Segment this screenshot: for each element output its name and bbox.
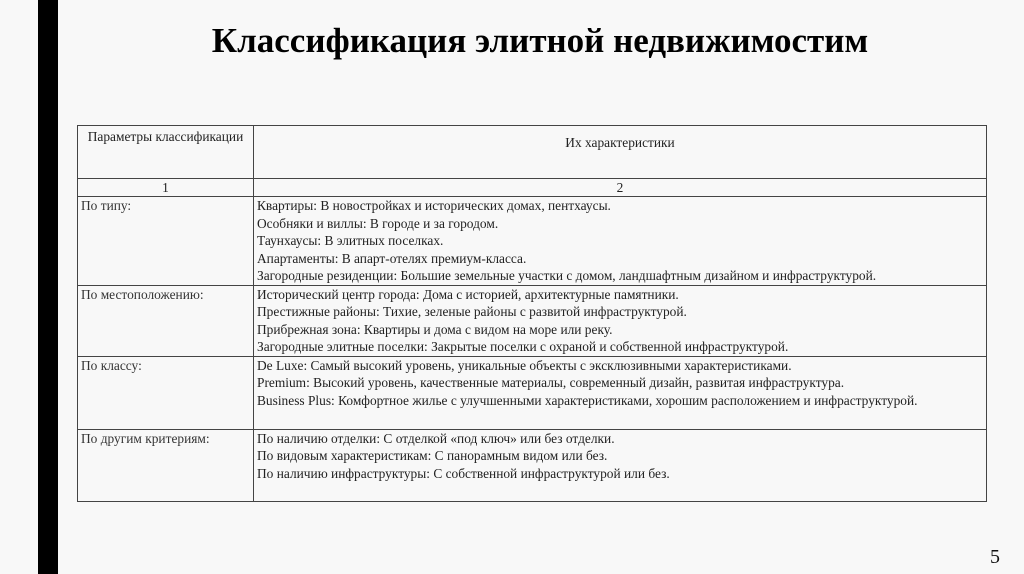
table-row <box>78 356 987 429</box>
characteristic-line: По наличию отделки: С отделкой «под ключ» или без отделки. <box>257 430 615 446</box>
page-number: 5 <box>990 546 1000 568</box>
table-row <box>78 197 987 286</box>
characteristic-line <box>257 357 983 375</box>
characteristic-line <box>257 374 983 392</box>
characteristic-line: Загородные элитные поселки: Закрытые поселки с охраной и собственной инфраструктурой. <box>257 339 789 354</box>
class-key: De Luxe: <box>257 357 308 373</box>
characteristic-line: Апартаменты: В апарт-отелях премиум-класса. <box>257 250 527 266</box>
characteristic-line: Квартиры: В новостройках и исторических домах, пентхаусы. <box>257 198 611 213</box>
slide-title: Классификация элитной недвижимостим <box>211 21 869 60</box>
row-param-type: По типу: <box>78 197 254 286</box>
class-text: Самый высокий уровень, уникальные объекты с эксклюзивными характеристиками. <box>307 357 792 373</box>
row-param-other: По другим критериям: <box>78 429 254 501</box>
row-characteristics-class <box>254 356 987 429</box>
decorative-side-bar <box>38 0 58 574</box>
characteristic-line: Прибрежная зона: Квартиры и дома с видом на море или реку. <box>257 321 613 337</box>
row-param-class: По классу: <box>78 356 254 429</box>
class-text: Комфортное жилье с улучшенными характеристиками, хорошим расположением и инфраструктурой. <box>334 392 918 408</box>
characteristic-line: Особняки и виллы: В городе и за городом. <box>257 215 499 231</box>
characteristic-line: По видовым характеристикам: С панорамным видом или без. <box>257 448 608 463</box>
column-number-1: 1 <box>78 179 254 197</box>
characteristic-line: По наличию инфраструктуры: С собственной инфраструктурой или без. <box>257 465 670 481</box>
table-row <box>78 285 987 356</box>
header-parameters: Параметры классификации <box>78 126 254 179</box>
characteristic-line: Исторический центр города: Дома с историей, архитектурные памятники. <box>257 286 679 302</box>
characteristic-line <box>257 392 983 410</box>
classification-table <box>77 125 987 502</box>
characteristic-line: Престижные районы: Тихие, зеленые районы с развитой инфраструктурой. <box>257 304 687 319</box>
row-param-location: По местоположению: <box>78 285 254 356</box>
row-characteristics-type <box>254 197 987 286</box>
table-header-row <box>78 126 987 179</box>
column-number-row <box>78 179 987 197</box>
class-key: Premium: <box>257 375 310 390</box>
row-characteristics-location <box>254 285 987 356</box>
table-row <box>78 429 987 501</box>
class-text: Высокий уровень, качественные материалы, современный дизайн, развитая инфраструктура. <box>309 375 845 390</box>
column-number-2: 2 <box>254 179 987 197</box>
class-key: Business Plus: <box>257 392 335 408</box>
header-characteristics: Их характеристики <box>254 126 987 179</box>
characteristic-line: Таунхаусы: В элитных поселках. <box>257 233 444 248</box>
row-characteristics-other <box>254 429 987 501</box>
characteristic-line: Загородные резиденции: Большие земельные участки с домом, ландшафтным дизайном и инфраструктурой. <box>257 268 877 283</box>
